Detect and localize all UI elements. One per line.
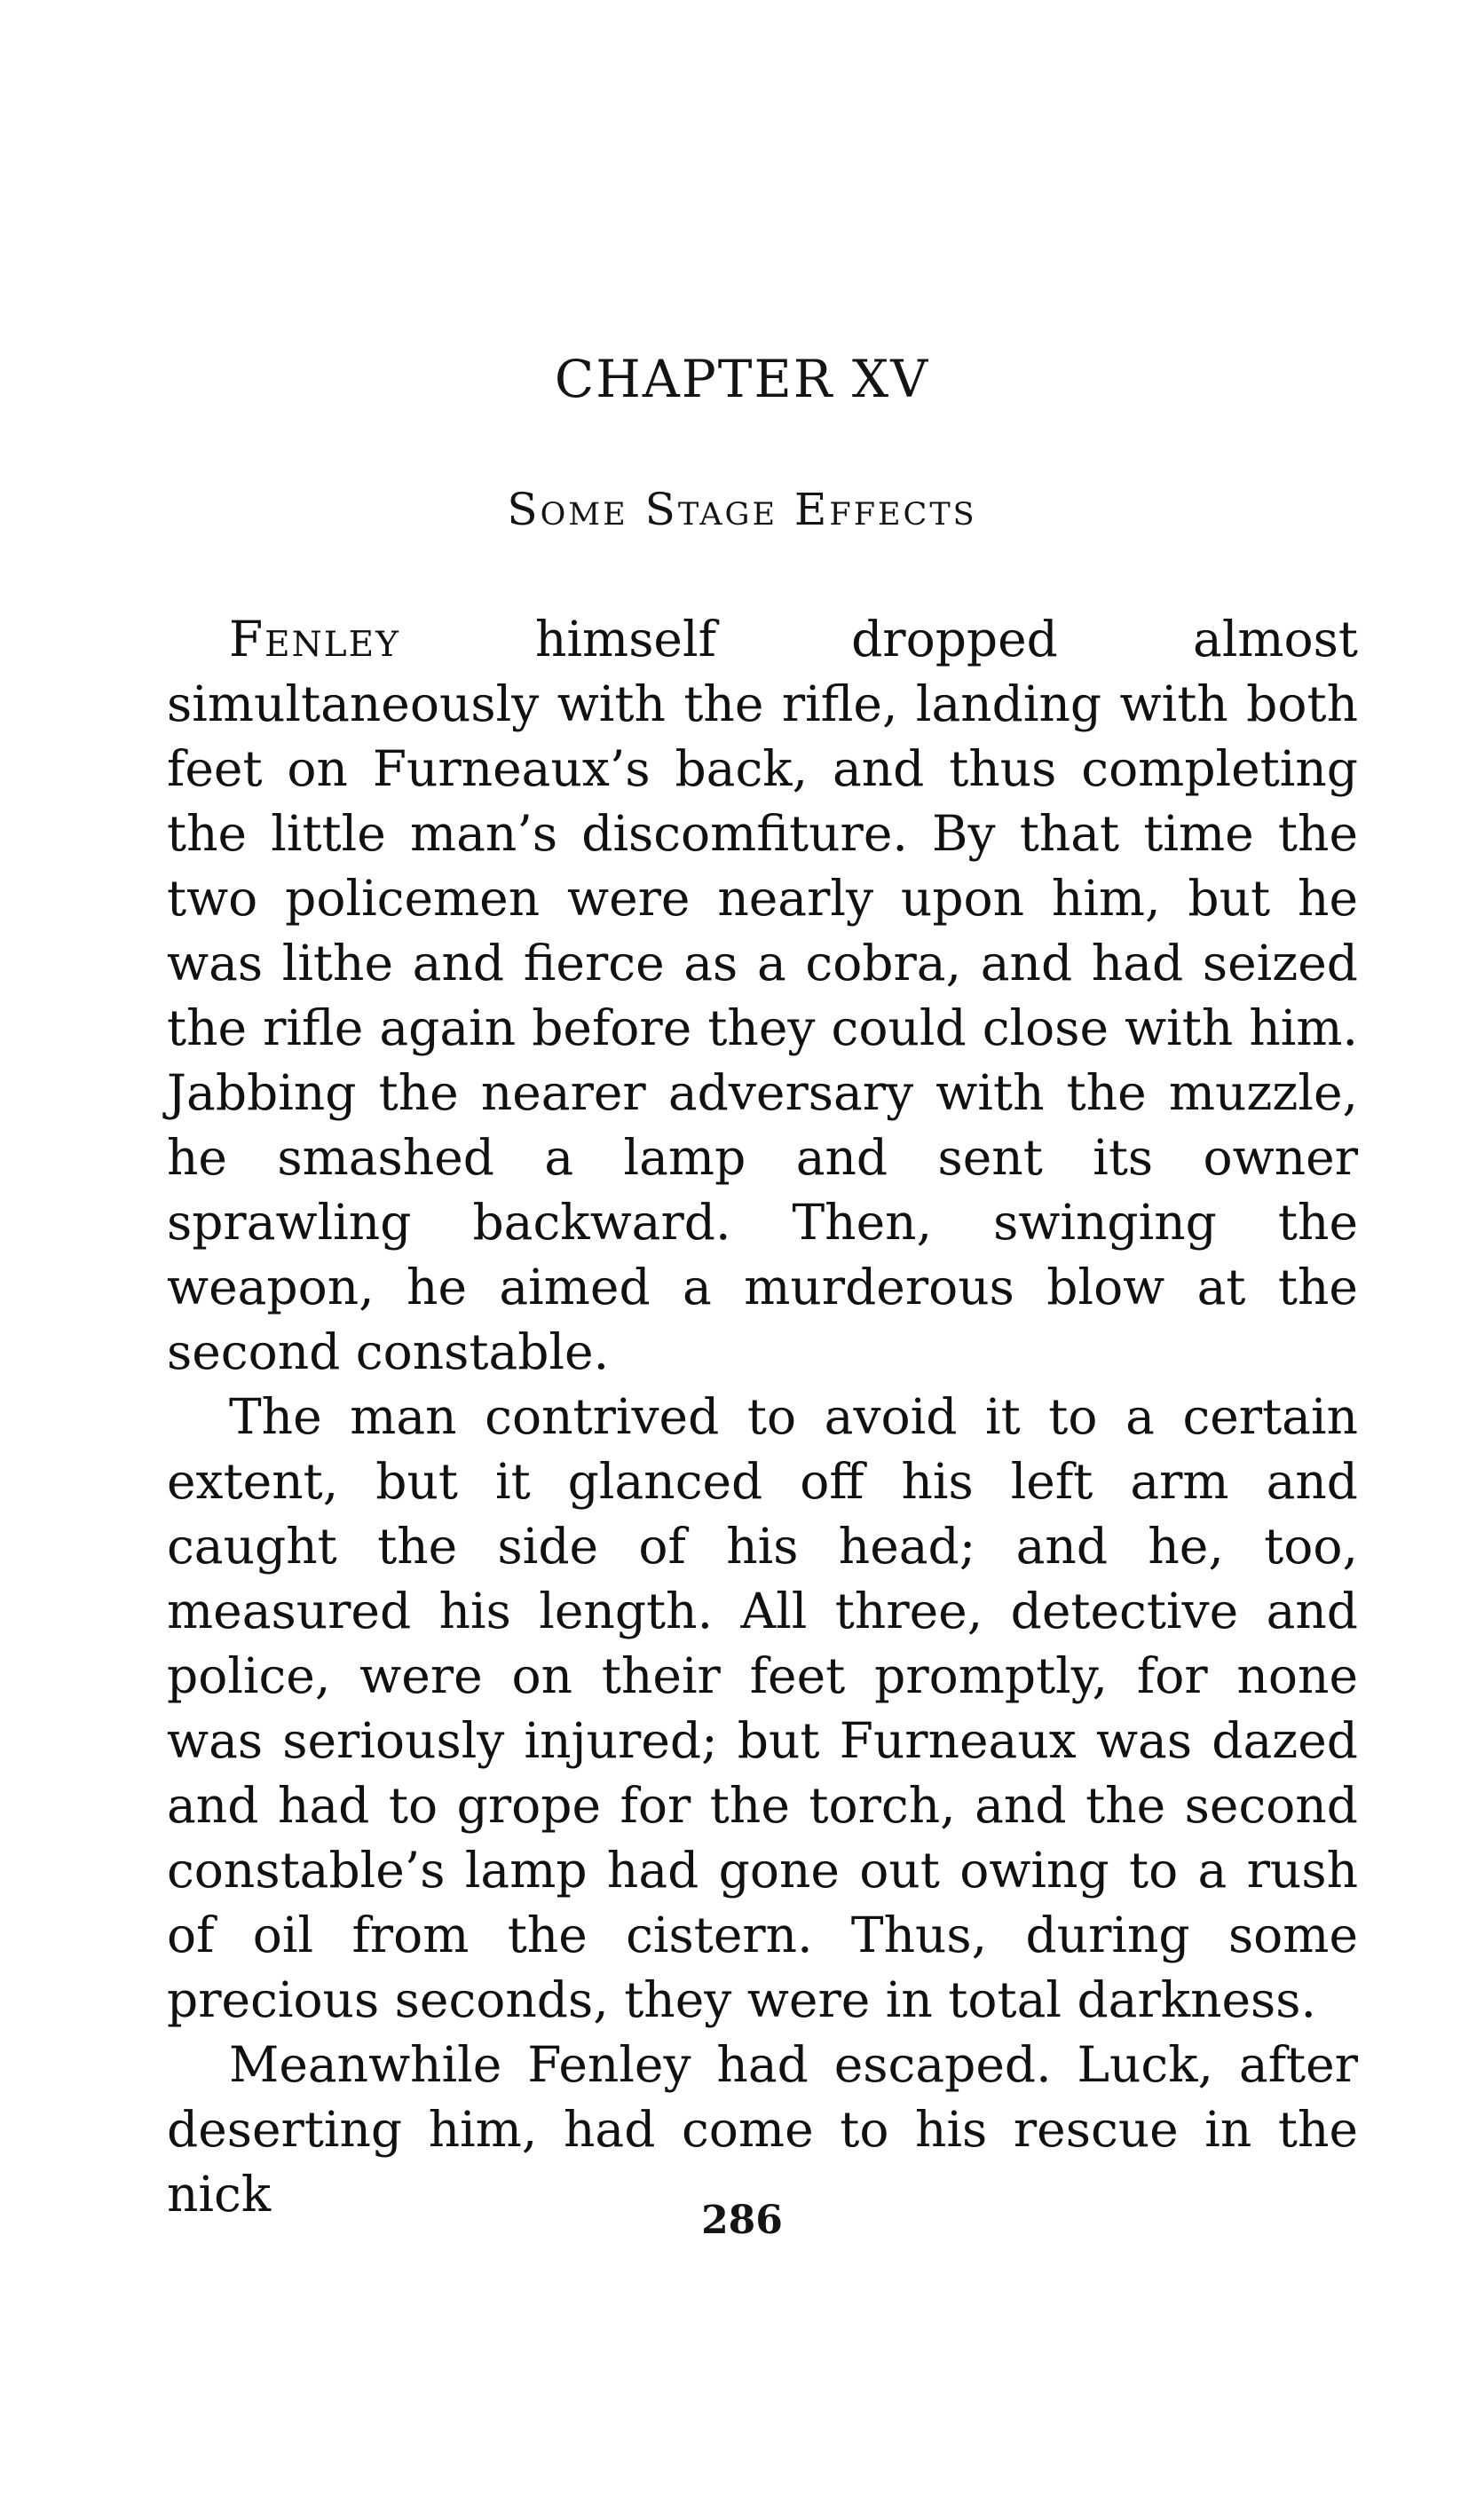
chapter-heading: CHAPTER XV (554, 349, 930, 409)
chapter-body (167, 607, 1358, 2227)
paragraph-1 (167, 607, 1358, 1385)
paragraph-lead-word: Fenley (229, 611, 400, 667)
paragraph-2: The man contrived to avoid it to a certain extent, but it glanced off his left arm and caught the side of his head; and he, too, measured his length. All three, detective and police, were on their feet promptly, for none was seriously injured; but Furneaux was dazed and had to grope for the torch, and the second constable’s lamp had gone out owing to a rush of oil from the cistern. Thus, during some precious seconds, they were in total darkness. (167, 1388, 1358, 2028)
paragraph-3: Meanwhile Fenley had escaped. Luck, after deserting him, had come to his rescue in the nick (167, 2036, 1358, 2223)
chapter-title: Some Stage Effects (507, 484, 977, 535)
page-number: 286 (701, 2198, 783, 2243)
paragraph-1-text: himself dropped almost simultaneously with the rifle, landing with both feet on Furneaux’s back, and thus completing the little man’s discomfiture. By that time the two policemen were nearly upon him, but he was lithe and fierce as a cobra, and had seized the rifle again before they could close with him. Jabbing the nearer adversary with the muzzle, he smashed a lamp and sent its owner sprawling backward. Then, swinging the weapon, he aimed a murderous blow at the second constable. (167, 611, 1358, 1380)
